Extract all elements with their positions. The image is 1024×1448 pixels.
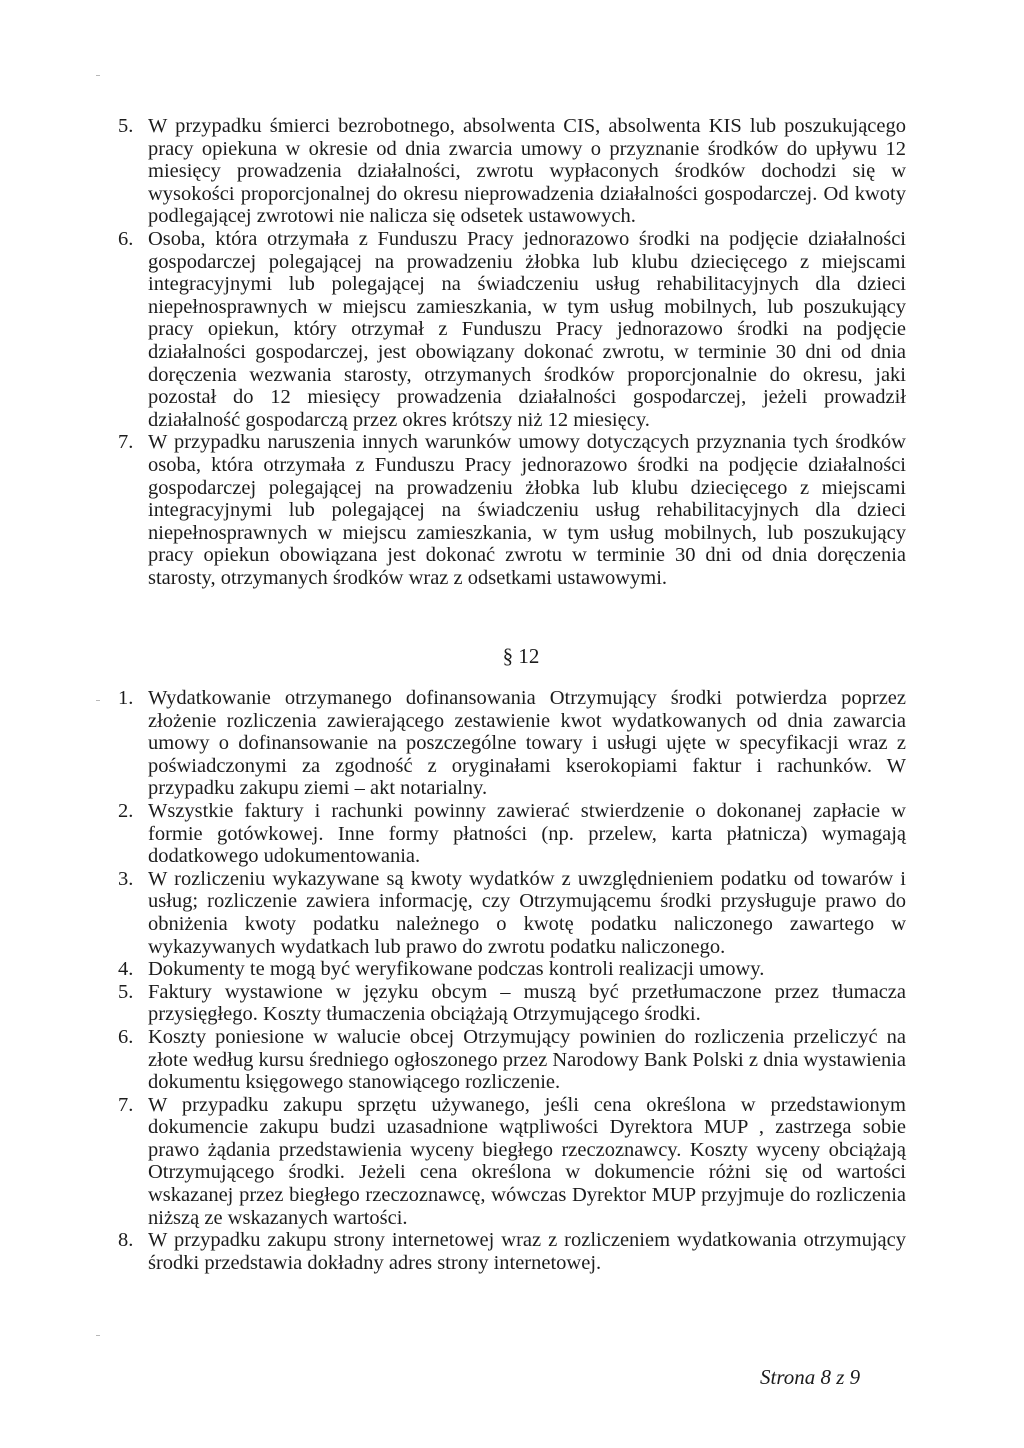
item-number: 2.	[118, 799, 134, 822]
item-text: Faktury wystawione w języku obcym – muszą być przetłumaczone przez tłumacza przysięgłego. Koszty tłumaczenia obciążają Otrzymującego środki.	[148, 980, 906, 1026]
list-item	[118, 1026, 906, 1094]
item-number: 6.	[118, 227, 134, 250]
list-item	[118, 981, 906, 1026]
list-item	[118, 687, 906, 800]
item-text: Wszystkie faktury i rachunki powinny zawierać stwierdzenie o dokonanej zapłacie w formie gotówkowej. Inne formy płatności (np. przelew, karta płatnicza) wymagają dodatkowego udokumentowania.	[148, 799, 906, 868]
list-item	[118, 800, 906, 868]
list-item	[118, 958, 906, 981]
item-number: 4.	[118, 958, 134, 981]
list-item	[118, 115, 906, 228]
item-text: W przypadku zakupu sprzętu używanego, jeśli cena określona w przedstawionym dokumencie zakupu budzi uzasadnione wątpliwości Dyrektora MUP , zastrzega sobie prawo żądania przedstawienia wyceny biegłego rzeczoznawcy. Koszty wyceny obciążają Otrzymującego środki. Jeżeli cena określona w dokumencie różni się od wartości wskazanej przez biegłego rzeczoznawcę, wówczas Dyrektor MUP przyjmuje do rozliczenia niższą ze wskazanych wartości.	[148, 1093, 906, 1229]
page-number: Strona 8 z 9	[760, 1365, 861, 1389]
list-item	[118, 868, 906, 958]
item-text: W przypadku śmierci bezrobotnego, absolwenta CIS, absolwenta KIS lub poszukującego pracy opiekuna w okresie od dnia zwarcia umowy o przyznanie środków do upływu 12 miesięcy prowadzenia działalności, zwrotu wypłaconych środków dochodzi się w wysokości proporcjonalnej do okresu nieprowadzenia działalności gospodarczej. Od kwoty podlegającej zwrotowi nie nalicza się odsetek ustawowych.	[148, 115, 906, 228]
item-text: Wydatkowanie otrzymanego dofinansowania Otrzymujący środki potwierdza poprzez złożenie rozliczenia zawierającego zestawienie kwot wydatkowanych od dnia zawarcia umowy o dofinansowanie na poszczególne towary i usługi ujęte w specyfikacji wraz z poświadczonymi za zgodność z oryginałami kserokopiami faktur i rachunków. W przypadku zakupu ziemi – akt notarialny.	[148, 687, 906, 800]
margin-mark	[96, 1335, 100, 1336]
list-item	[118, 1229, 906, 1274]
list-item	[118, 228, 906, 431]
item-text: W rozliczeniu wykazywane są kwoty wydatków z uwzględnieniem podatku od towarów i usług; rozliczenie zawiera informację, czy Otrzymującemu środki przysługuje prawo do obniżenia kwoty podatku należnego o kwotę podatku naliczonego zawartego w wykazywanych wydatkach lub prawo do zwrotu podatku naliczonego.	[148, 867, 906, 958]
item-number: 5.	[118, 115, 134, 137]
item-number: 7.	[118, 431, 134, 454]
margin-mark	[96, 700, 100, 701]
margin-mark	[96, 75, 100, 76]
item-number: 6.	[118, 1025, 134, 1048]
list-item	[118, 431, 906, 589]
item-number: 7.	[118, 1093, 134, 1116]
item-text: Osoba, która otrzymała z Funduszu Pracy jednorazowo środki na podjęcie działalności gospodarczej polegającej na prowadzeniu żłobka lub klubu dziecięcego z miejscami integracyjnymi lub polegającej na świadczeniu usług rehabilitacyjnych dla dzieci niepełnosprawnych w miejscu zamieszkania, w tym usług mobilnych, lub poszukujący pracy opiekun, który otrzymał z Funduszu Pracy jednorazowo środki na podjęcie działalności gospodarczej, jest obowiązany dokonać zwrotu, w terminie 30 dni od dnia doręczenia wezwania starosty, otrzymanych środków proporcjonalnie do okresu, jaki pozostał do 12 miesięcy prowadzenia działalności gospodarczej, jeżeli prowadził działalność gospodarczą przez okres krótszy niż 12 miesięcy.	[148, 227, 906, 431]
list-item	[118, 1094, 906, 1230]
item-text: W przypadku naruszenia innych warunków umowy dotyczących przyznania tych środków osoba, która otrzymała z Funduszu Pracy jednorazowo środki na podjęcie działalności gospodarczej polegającej na prowadzeniu żłobka lub klubu dziecięcego z miejscami integracyjnymi lub polegającej na świadczeniu usług rehabilitacyjnych dla dzieci niepełnosprawnych w miejscu zamieszkania, w tym usług mobilnych, lub poszukujący pracy opiekun obowiązana jest dokonać zwrotu w terminie 30 dni od dnia doręczenia starosty, otrzymanych środków wraz z odsetkami ustawowymi.	[148, 431, 906, 589]
item-number: 3.	[118, 867, 134, 890]
section-heading: § 12	[502, 644, 540, 668]
item-text: Koszty poniesione w walucie obcej Otrzymujący powinien do rozliczenia przeliczyć na złote według kursu średniego ogłoszonego przez Narodowy Bank Polski z dnia wystawienia dokumentu księgowego stanowiącego rozliczenie.	[148, 1025, 906, 1094]
clause-list-upper	[118, 115, 906, 589]
item-text: W przypadku zakupu strony internetowej wraz z rozliczeniem wydatkowania otrzymujący środki przedstawia dokładny adres strony internetowej.	[148, 1229, 906, 1274]
item-number: 5.	[118, 980, 134, 1003]
clause-list-lower	[118, 687, 906, 1274]
item-number: 1.	[118, 687, 134, 709]
item-text: Dokumenty te mogą być weryfikowane podczas kontroli realizacji umowy.	[148, 958, 765, 981]
item-number: 8.	[118, 1229, 134, 1252]
